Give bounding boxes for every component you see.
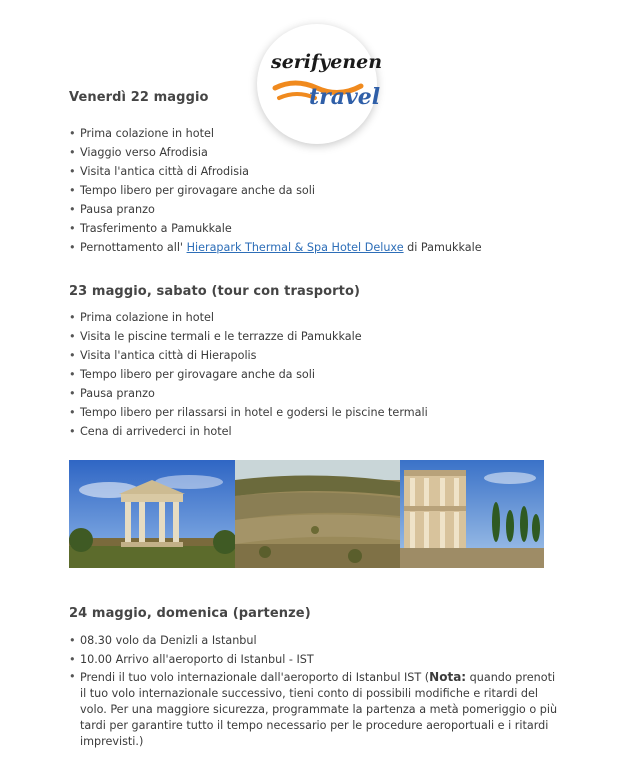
day3-item: • 08.30 volo da Denizli a Istanbul [69,631,558,650]
day2-heading: 23 maggio, sabato (tour con trasporto) [69,284,361,299]
logo-text-line2: travel [309,84,381,110]
flight-note-suffix: quando prenoti il tuo volo internazionale successivo, tieni conto di possibili modifiche e ritardi del volo. Per una maggiore sicurezza, programmate la partenza a metà pomeriggio o più tardi per garantire tutto il tempo necessario per le procedure aeroportuali e i ritardi imprevisti.) [80,671,558,748]
day3-list [69,631,558,750]
day1-list-wrap [69,124,482,257]
logo-graphic [265,38,383,128]
day2-item: • Prima colazione in hotel [69,308,428,327]
day1-item: • Prima colazione in hotel [69,124,482,143]
day2-item: • Tempo libero per rilassarsi in hotel e godersi le piscine termali [69,403,428,422]
day2-item: • Visita le piscine termali e le terrazze di Pamukkale [69,327,428,346]
day2-section [69,284,360,299]
hotel-prefix: Pernottamento all' [80,241,187,254]
day1-item: • Visita l'antica città di Afrodisia [69,162,482,181]
day1-list [69,124,482,257]
library-photo [400,460,544,568]
hotel-suffix: di Pamukkale [403,241,482,254]
flight-note-bold: Nota: [429,670,467,684]
day1-section [69,90,209,105]
day1-item: • Tempo libero per girovagare anche da soli [69,181,482,200]
tetrapylon-photo [69,460,235,568]
day3-item: • 10.00 Arrivo all'aeroporto di Istanbul - IST [69,650,558,669]
day1-heading: Venerdì 22 maggio [69,90,209,105]
day3-list-wrap [69,631,558,750]
day2-item: • Cena di arrivederci in hotel [69,422,428,441]
flight-note-prefix: Prendi il tuo volo internazionale dall'aeroporto di Istanbul IST ( [80,671,430,684]
logo-text-line1: serifyenen [271,51,383,73]
day1-item: • Pausa pranzo [69,200,482,219]
day1-item-hotel [69,238,482,257]
day1-item: • Viaggio verso Afrodisia [69,143,482,162]
stadium-photo [235,460,400,568]
day2-list [69,308,428,441]
day2-item: • Pausa pranzo [69,384,428,403]
day2-list-wrap [69,308,428,441]
photo-strip [69,460,544,568]
hotel-link[interactable]: Hierapark Thermal & Spa Hotel Deluxe [186,241,404,254]
day1-item: • Trasferimento a Pamukkale [69,219,482,238]
day3-section [69,606,311,621]
day2-item: • Tempo libero per girovagare anche da soli [69,365,428,384]
day2-item: • Visita l'antica città di Hierapolis [69,346,428,365]
day3-item-flight-note [69,669,558,750]
day3-heading: 24 maggio, domenica (partenze) [69,606,311,621]
